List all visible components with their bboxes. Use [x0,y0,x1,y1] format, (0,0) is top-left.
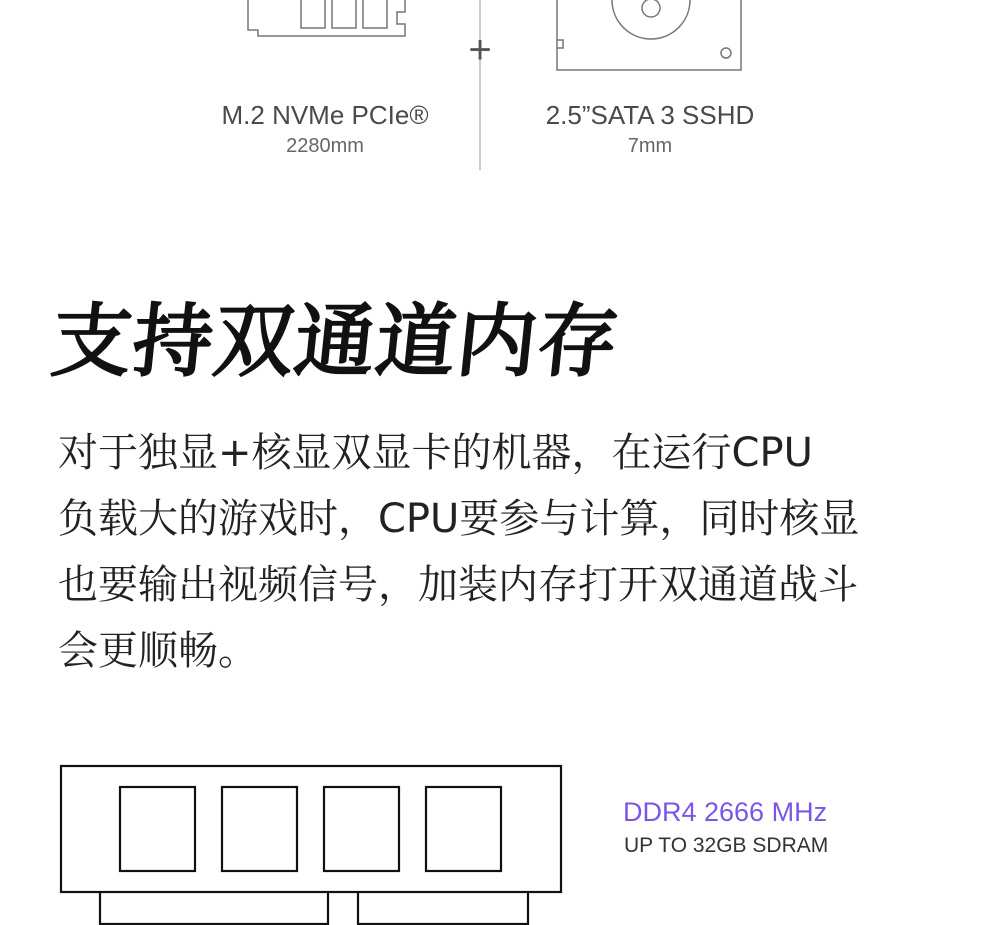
m2-size: 2280mm [286,135,364,157]
description-line: 也要输出视频信号，加装内存打开双通道战斗 [58,562,858,608]
sata-size: 7mm [627,135,673,157]
sata-label [520,100,780,158]
ram-spec-subtitle: UP TO 32GB SDRAM [624,834,829,857]
m2-ssd-icon [248,0,405,36]
ram-spec-title: DDR4 2666 MHz [623,797,828,827]
ram-module-icon [0,750,600,925]
description [58,420,948,684]
sata-title: 2.5”SATA 3 SSHD [545,100,755,130]
m2-title: M.2 NVMe PCIe® [221,100,429,130]
hdd-icon [557,0,741,70]
description-line: 会更顺畅。 [58,628,258,674]
m2-label [205,100,445,158]
page-title: 支持双通道内存 [47,295,624,388]
description-line: 对于独显+核显双显卡的机器，在运行CPU [58,430,813,476]
description-line: 负载大的游戏时，CPU要参与计算，同时核显 [58,496,860,542]
storage-illustration [0,0,990,200]
plus-symbol: + [468,28,492,72]
